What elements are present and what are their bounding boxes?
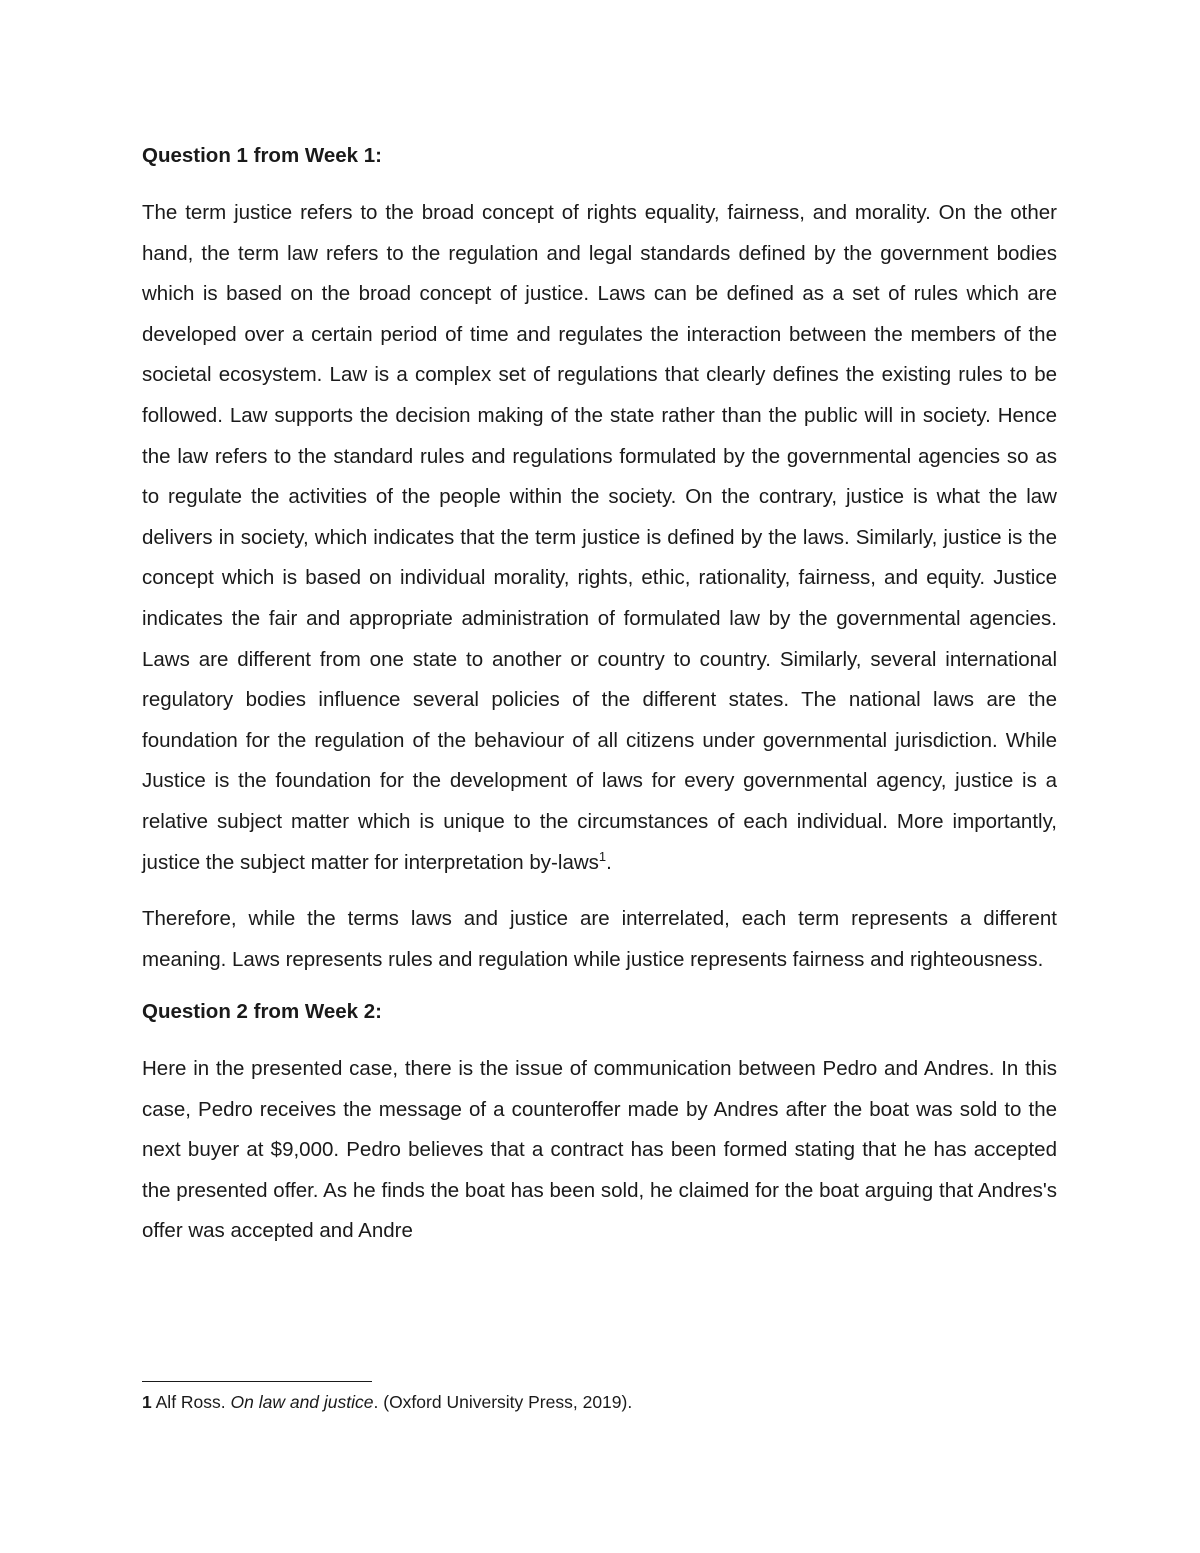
footnote xyxy=(142,1389,1057,1415)
paragraph-pedro-andres-case: Here in the presented case, there is the issue of communication between Pedro and Andres. In this case, Pedro receives the message of a counteroffer made by Andres after the boat was sold to the next buyer at $9,000. Pedro believes that a contract has been formed stating that he has accepted the presented offer. As he finds the boat has been sold, he claimed for the boat arguing that Andres's offer was accepted and Andre xyxy=(142,1057,1057,1242)
paragraph-text: The term justice refers to the broad concept of rights equality, fairness, and morality. On the other hand, the term law refers to the regulation and legal standards defined by the government bodies which is based on the broad concept of justice. Laws can be defined as a set of rules which are developed over a certain period of time and regulates the interaction between the members of the societal ecosystem. Law is a complex set of regulations that clearly defines the existing rules to be followed. Law supports the decision making of the state rather than the public will in society. Hence the law refers to the standard rules and regulations formulated by the governmental agencies so as to regulate the activities of the people within the society. On the contrary, justice is what the law delivers in society, which indicates that the term justice is defined by the laws. Similarly, justice is the concept which is based on individual morality, rights, ethic, rationality, fairness, and equity. Justice indicates the fair and appropriate administration of formulated law by the governmental agencies. Laws are different from one state to another or country to country. Similarly, several international regulatory bodies influence several policies of the different states. The national laws are the foundation for the regulation of the behaviour of all citizens under governmental jurisdiction. While Justice is the foundation for the development of laws for every governmental agency, justice is a relative subject matter which is unique to the circumstances of each individual. More importantly, justice the subject matter for interpretation by-laws xyxy=(142,201,1057,874)
footnote-number: 1 xyxy=(142,1392,152,1412)
footnote-publisher: . (Oxford University Press, 2019). xyxy=(373,1392,633,1412)
footnote-title: On law and justice xyxy=(230,1392,374,1412)
section-heading-question-2: Question 2 from Week 2: xyxy=(142,1000,382,1024)
footnote-author: Alf Ross. xyxy=(151,1392,231,1412)
document-body xyxy=(142,139,1057,1251)
footnote-reference[interactable]: 1 xyxy=(598,848,607,864)
footnote-separator xyxy=(142,1381,372,1382)
paragraph-conclusion: Therefore, while the terms laws and justice are interrelated, each term represents a different meaning. Laws represents rules and regulation while justice represents fairness and righteousness. xyxy=(142,907,1057,971)
paragraph-law-vs-justice xyxy=(142,193,1057,883)
paragraph-end: . xyxy=(606,850,612,874)
section-heading-question-1: Question 1 from Week 1: xyxy=(142,144,382,167)
